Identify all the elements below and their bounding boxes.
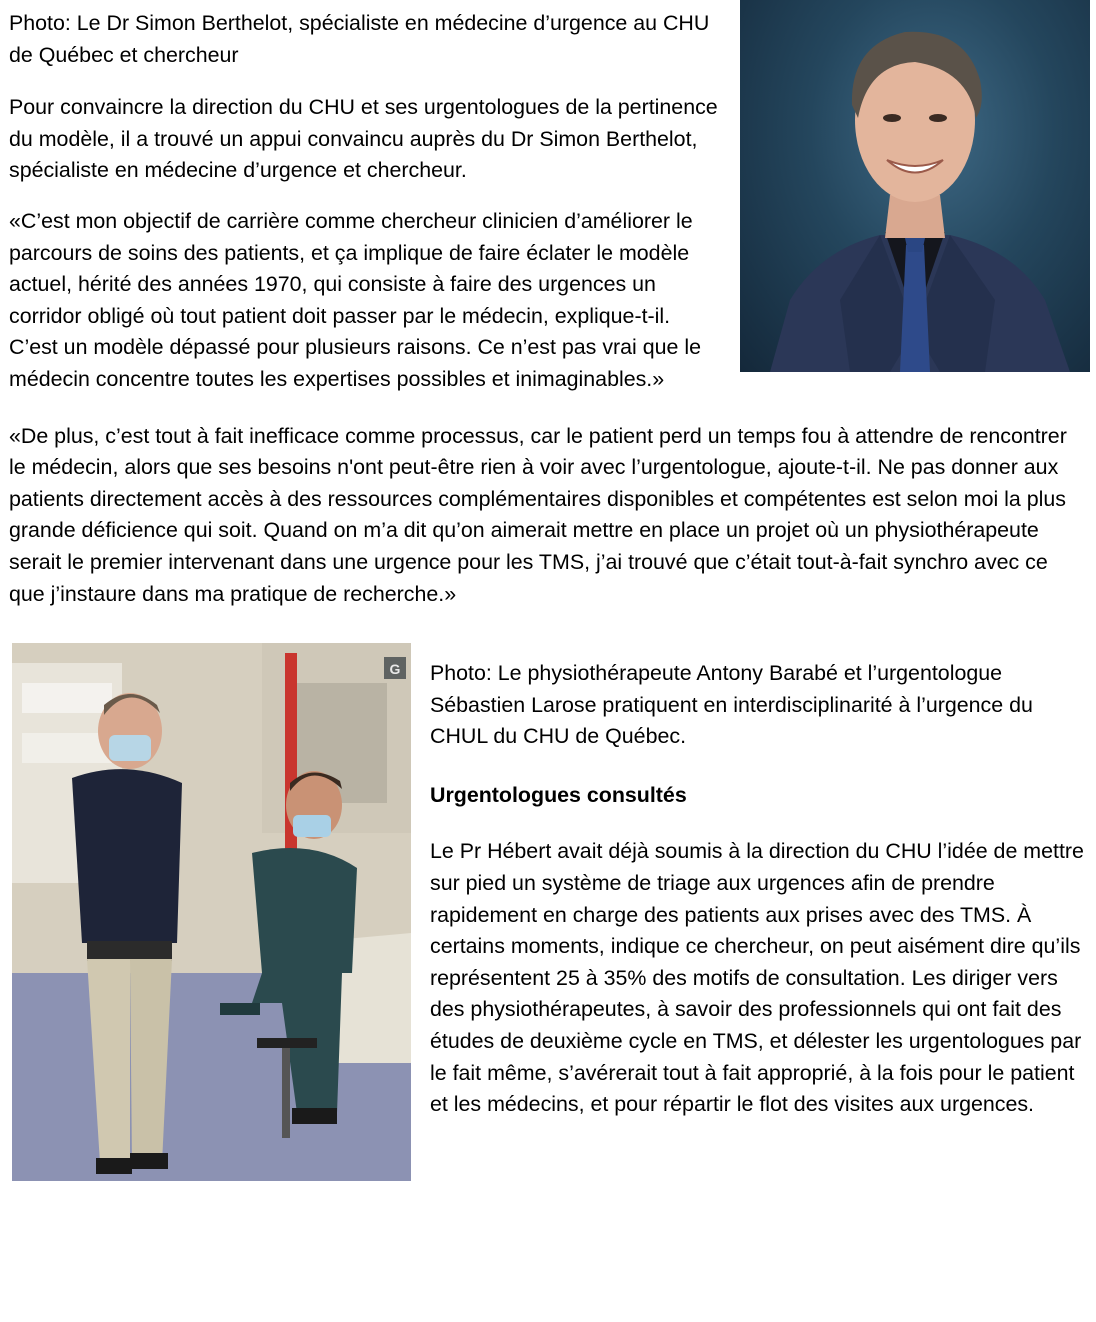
portrait-photo [740, 0, 1090, 372]
section-heading: Urgentologues consultés [430, 782, 687, 807]
room-sign: G [389, 661, 401, 678]
quote-paragraph-2: «De plus, c’est tout à fait inefficace comme processus, car le patient perd un temps fou à attendre de rencontrer le médecin, alors que ses besoins n'ont peut-être rien à voir avec l’urgentologue, ajoute-t-il. Ne pas donner aux patients directement accès à des ressources complémentaires disponibles et compétentes est selon moi la plus grande déficience qui soit. Quand on m’a dit qu’on aimerait mettre en place un projet où un physiothérapeute serait le premier intervenant dans une urgence pour les TMS, j’ai trouvé que c’était tout-à-fait synchro avec ce que j’instaure dans ma pratique de recherche.» [9, 423, 1067, 606]
final-paragraph: Le Pr Hébert avait déjà soumis à la direction du CHU l’idée de mettre sur pied un système de triage aux urgences afin de prendre rapidement en charge des patients aux prises avec des TMS. À certains moments, indique ce chercheur, on peut aisément dire qu’ils représentent 25 à 35% des motifs de consultation. Les diriger vers des physiothérapeutes, à savoir des professionnels qui ont fait des études de deuxième cycle en TMS, et délester les urgentologues par le fait même, s’avérerait tout à fait approprié, à la fois pour le patient et les médecins, et pour répartir le flot des visites aux urgences. [430, 839, 1084, 1117]
intro-paragraph: Pour convaincre la direction du CHU et ses urgentologues de la pertinence du modèle, il a trouvé un appui convaincu auprès du Dr Simon Berthelot, spécialiste en médecine d’urgence et chercheur. [9, 95, 718, 183]
clinic-caption: Photo: Le physiothérapeute Antony Barabé et l’urgentologue Sébastien Larose pratiquent en interdisciplinarité à l’urgence du CHUL du CHU de Québec. [430, 661, 1033, 749]
quote-paragraph-1: «C’est mon objectif de carrière comme chercheur clinicien d’améliorer le parcours de soins des patients, et ça implique de faire éclater le modèle actuel, hérité des années 1970, qui consiste à faire des urgences un corridor obligé où tout patient doit passer par le médecin, explique-t-il. C’est un modèle dépassé pour plusieurs raisons. Ce n’est pas vrai que le médecin concentre toutes les expertises possibles et inimaginables.» [9, 208, 702, 391]
clinic-illustration [12, 643, 411, 1181]
clinic-photo [12, 643, 411, 1181]
portrait-illustration [740, 0, 1090, 372]
portrait-caption: Photo: Le Dr Simon Berthelot, spécialiste en médecine d’urgence au CHU de Québec et chercheur [9, 11, 710, 67]
